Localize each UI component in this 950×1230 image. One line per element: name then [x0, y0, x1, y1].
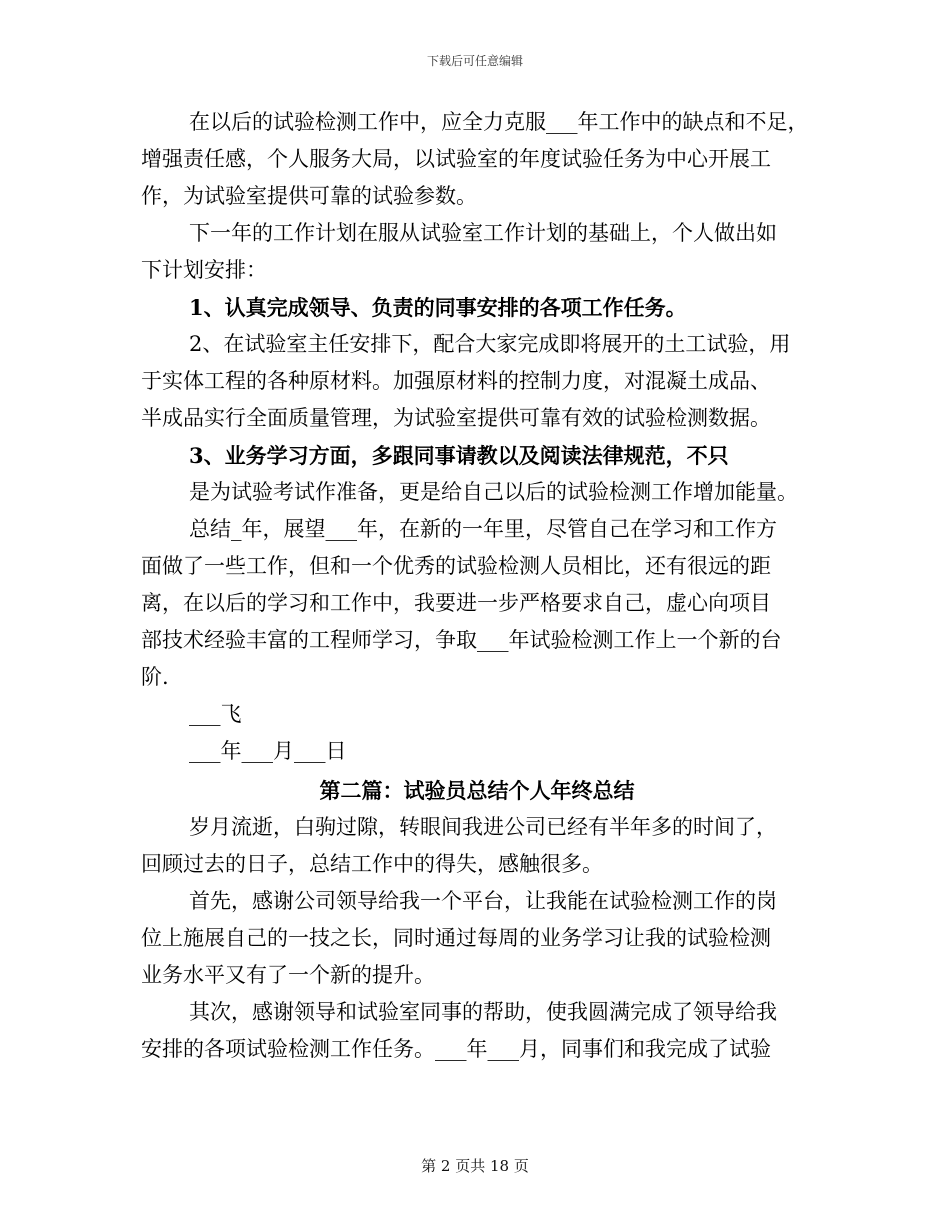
- plan-item-heading: 3、业务学习方面，多跟同事请教以及阅读法律规范，不只: [189, 443, 729, 468]
- text-line: 于实体工程的各种原材料。加强原材料的控制力度，对混凝土成品、: [141, 369, 771, 393]
- text-line: 下一年的工作计划在服从试验室工作计划的基础上，个人做出如: [189, 221, 777, 245]
- text-line: 业务水平又有了一个新的提升。: [141, 963, 435, 987]
- text-line: 回顾过去的日子，总结工作中的得失，感触很多。: [141, 852, 603, 876]
- text-line: 在以后的试验检测工作中，应全力克服___年工作中的缺点和不足，: [189, 110, 809, 134]
- signature-line: ___飞: [189, 702, 242, 726]
- text-line: 首先，感谢公司领导给我一个平台，让我能在试验检测工作的岗: [189, 889, 777, 913]
- section-title: 第二篇：试验员总结个人年终总结: [319, 778, 635, 803]
- text-line: 安排的各项试验检测工作任务。___年___月，同事们和我完成了试验: [141, 1037, 771, 1061]
- page-header: 下载后可任意编辑: [426, 54, 523, 68]
- text-line: 半成品实行全面质量管理，为试验室提供可靠有效的试验检测数据。: [141, 406, 771, 430]
- text-line: 增强责任感，个人服务大局，以试验室的年度试验任务为中心开展工: [141, 147, 771, 171]
- text-line: 是为试验考试作准备，更是给自己以后的试验检测工作增加能量。: [189, 480, 798, 504]
- text-line: 下计划安排：: [141, 258, 267, 282]
- text-line: 作，为试验室提供可靠的试验参数。: [141, 184, 477, 208]
- text-line: 其次，感谢领导和试验室同事的帮助，使我圆满完成了领导给我: [189, 1000, 777, 1024]
- text-line: 位上施展自己的一技之长，同时通过每周的业务学习让我的试验检测: [141, 926, 771, 950]
- text-line: 总结_年，展望___年，在新的一年里，尽管自己在学习和工作方: [189, 517, 777, 541]
- text-line: 阶.: [141, 665, 169, 689]
- text-line: 部技术经验丰富的工程师学习，争取___年试验检测工作上一个新的台: [141, 628, 782, 652]
- text-line: 岁月流逝，白驹过隙，转眼间我进公司已经有半年多的时间了，: [189, 815, 777, 839]
- text-line: 离，在以后的学习和工作中，我要进一步严格要求自己，虚心向项目: [141, 591, 771, 615]
- page-footer: 第 2 页共 18 页: [421, 1157, 529, 1175]
- plan-item-heading: 1、认真完成领导、负责的同事安排的各项工作任务。: [189, 295, 687, 320]
- text-line: 2、在试验室主任安排下，配合大家完成即将展开的土工试验，用: [189, 332, 791, 356]
- document-body: [141, 104, 813, 1068]
- text-line: 面做了一些工作，但和一个优秀的试验检测人员相比，还有很远的距: [141, 554, 771, 578]
- date-line: ___年___月___日: [189, 739, 347, 763]
